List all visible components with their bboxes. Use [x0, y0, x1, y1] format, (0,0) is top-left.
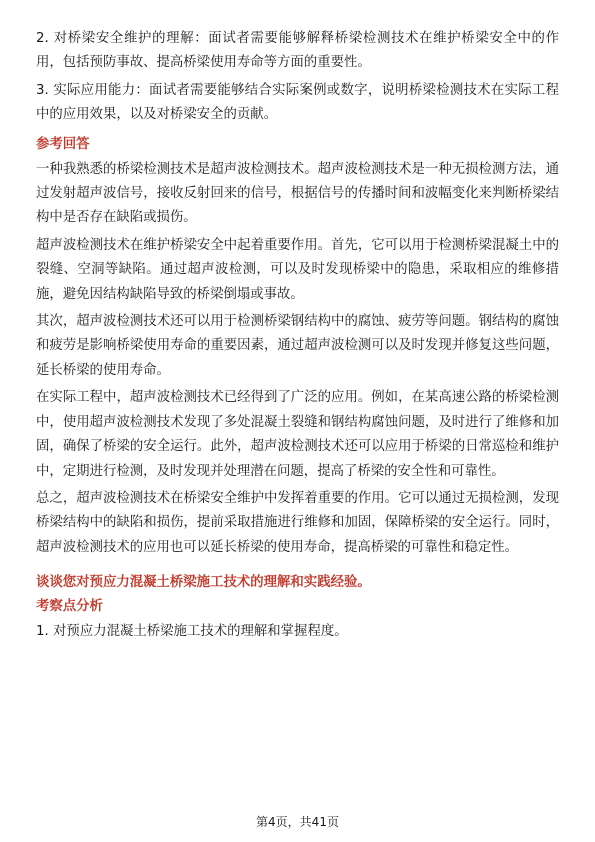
question-heading: 谈谈您对预应力混凝土桥梁施工技术的理解和实践经验。	[36, 575, 371, 591]
analysis-heading: 考察点分析	[36, 599, 103, 615]
section-gap	[36, 563, 559, 572]
page-footer: 第4页，共41页	[256, 815, 339, 829]
page-content	[36, 27, 559, 648]
analysis-item: 1. 对预应力混凝土桥梁施工技术的理解和掌握程度。	[36, 624, 348, 640]
answer-paragraph: 超声波检测技术在维护桥梁安全中起着重要作用。首先，它可以用于检测桥梁混凝土中的裂缝、空洞等缺陷。通过超声波检测，可以及时发现桥梁中的隐患，采取相应的维修措施，避免因结构缺陷导致的桥梁倒塌或事故。	[36, 237, 559, 302]
reference-answer-heading: 参考回答	[36, 136, 90, 152]
answer-paragraph: 其次，超声波检测技术还可以用于检测桥梁钢结构中的腐蚀、疲劳等问题。钢结构的腐蚀和疲劳是影响桥梁使用寿命的重要因素，通过超声波检测可以及时发现并修复这些问题，延长桥梁的使用寿命。	[36, 314, 559, 378]
answer-paragraph: 总之，超声波检测技术在桥梁安全维护中发挥着重要的作用。它可以通过无损检测，发现桥梁结构中的缺陷和损伤，提前采取措施进行维修和加固，保障桥梁的安全运行。同时，超声波检测技术的应用也可以延长桥梁的使用寿命，提高桥梁的可靠性和稳定性。	[36, 490, 559, 555]
answer-paragraph: 一种我熟悉的桥梁检测技术是超声波检测技术。超声波检测技术是一种无损检测方法，通过发射超声波信号，接收反射回来的信号，根据信号的传播时间和波幅变化来判断桥梁结构中是否存在缺陷或损伤。	[36, 161, 559, 226]
list-item: 2. 对桥梁安全维护的理解：面试者需要能够解释桥梁检测技术在维护桥梁安全中的作用，包括预防事故、提高桥梁使用寿命等方面的重要性。	[36, 31, 559, 71]
answer-paragraph: 在实际工程中，超声波检测技术已经得到了广泛的应用。例如，在某高速公路的桥梁检测中，使用超声波检测技术发现了多处混凝土裂缝和钢结构腐蚀问题，及时进行了维修和加固，确保了桥梁的安全运行。此外，超声波检测技术还可以应用于桥梁的日常巡检和维护中，定期进行检测，及时发现并处理潜在问题，提高了桥梁的安全性和可靠性。	[36, 390, 559, 479]
list-item: 3. 实际应用能力：面试者需要能够结合实际案例或数字，说明桥梁检测技术在实际工程中的应用效果，以及对桥梁安全的贡献。	[36, 82, 559, 123]
